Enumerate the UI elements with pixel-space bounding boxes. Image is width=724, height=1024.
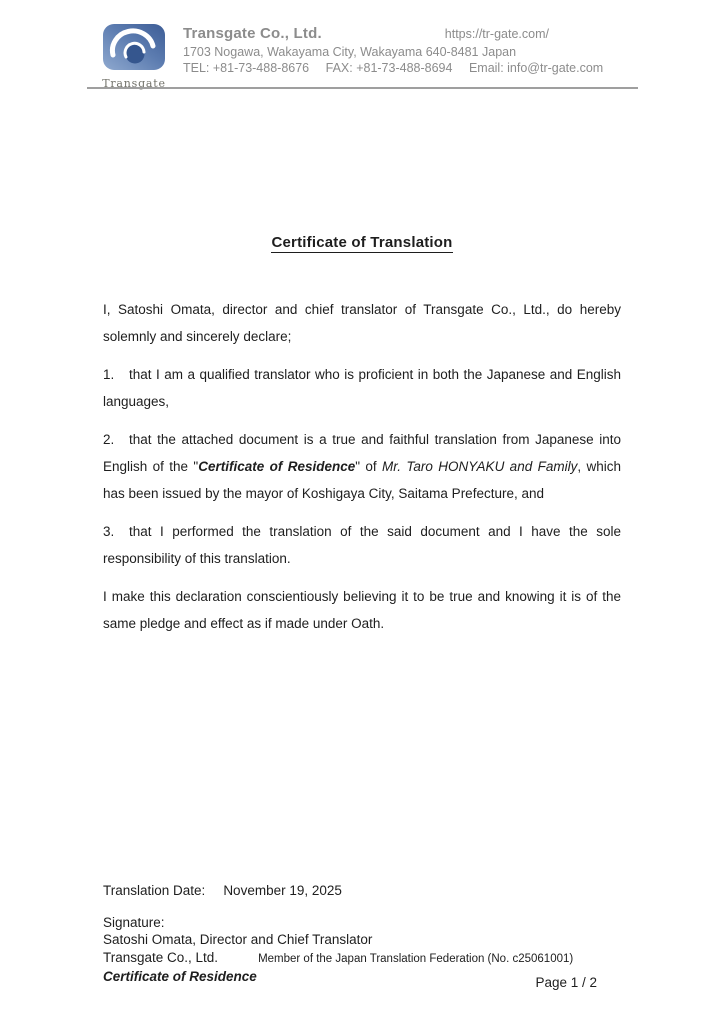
company-contact xyxy=(183,60,604,76)
signatory-company: Transgate Co., Ltd. xyxy=(103,949,219,965)
page-title: Certificate of Translation xyxy=(271,234,453,251)
company-fax: FAX: +81-73-488-8694 xyxy=(325,61,453,75)
letterhead xyxy=(100,24,604,90)
declaration-item-2 xyxy=(103,426,621,507)
logo-caption: Transgate xyxy=(102,77,166,90)
federation-membership: Member of the Japan Translation Federation (No. c25061001) xyxy=(258,952,574,965)
page-indicator: Page 1 / 2 xyxy=(535,975,597,990)
translation-date-value: November 19, 2025 xyxy=(223,883,342,898)
translation-date-label: Translation Date: xyxy=(103,883,206,898)
item-text: that I performed the translation of the said document and I have the sole responsibility of this translation. xyxy=(103,524,621,566)
company-address: 1703 Nogawa, Wakayama City, Wakayama 640-8481 Japan xyxy=(183,45,517,59)
item-text: that I am a qualified translator who is proficient in both the Japanese and English languages, xyxy=(103,367,621,409)
document-subject: Mr. Taro HONYAKU and Family xyxy=(382,459,578,474)
company-tel: TEL: +81-73-488-8676 xyxy=(183,61,310,75)
signature-label: Signature: xyxy=(103,915,165,930)
declaration-item-3 xyxy=(103,518,621,572)
item-number: 2. xyxy=(103,432,115,447)
signatory-name: Satoshi Omata, Director and Chief Translator xyxy=(103,932,373,948)
company-name: Transgate Co., Ltd. xyxy=(183,25,322,42)
company-info xyxy=(183,24,604,90)
item-number: 1. xyxy=(103,367,115,382)
signature-section xyxy=(103,882,621,985)
company-logo xyxy=(100,24,168,90)
item-text: , which has been issued by the mayor of Koshigaya City, Saitama Prefecture, and xyxy=(103,459,621,501)
source-document-name: Certificate of Residence xyxy=(103,968,257,984)
document-body xyxy=(103,296,621,648)
closing-paragraph: I make this declaration conscientiously believing it to be true and knowing it is of the same pledge and effect as if made under Oath. xyxy=(103,589,621,631)
intro-paragraph: I, Satoshi Omata, director and chief translator of Transgate Co., Ltd., do hereby solemnly and sincerely declare; xyxy=(103,302,621,344)
item-number: 3. xyxy=(103,524,115,539)
title-row xyxy=(0,234,724,252)
item-text: " of xyxy=(355,459,383,474)
header-divider xyxy=(87,87,638,89)
company-email: Email: info@tr-gate.com xyxy=(468,61,604,75)
declaration-item-1 xyxy=(103,361,621,415)
translation-date-row xyxy=(103,882,621,900)
translated-document-name: Certificate of Residence xyxy=(198,459,356,474)
company-website: https://tr-gate.com/ xyxy=(444,27,549,41)
item-text: that the attached document is a true and faithful translation from Japanese into English of the " xyxy=(103,432,621,474)
company-membership-row xyxy=(103,949,621,968)
transgate-swirl-logo-icon xyxy=(103,24,165,76)
